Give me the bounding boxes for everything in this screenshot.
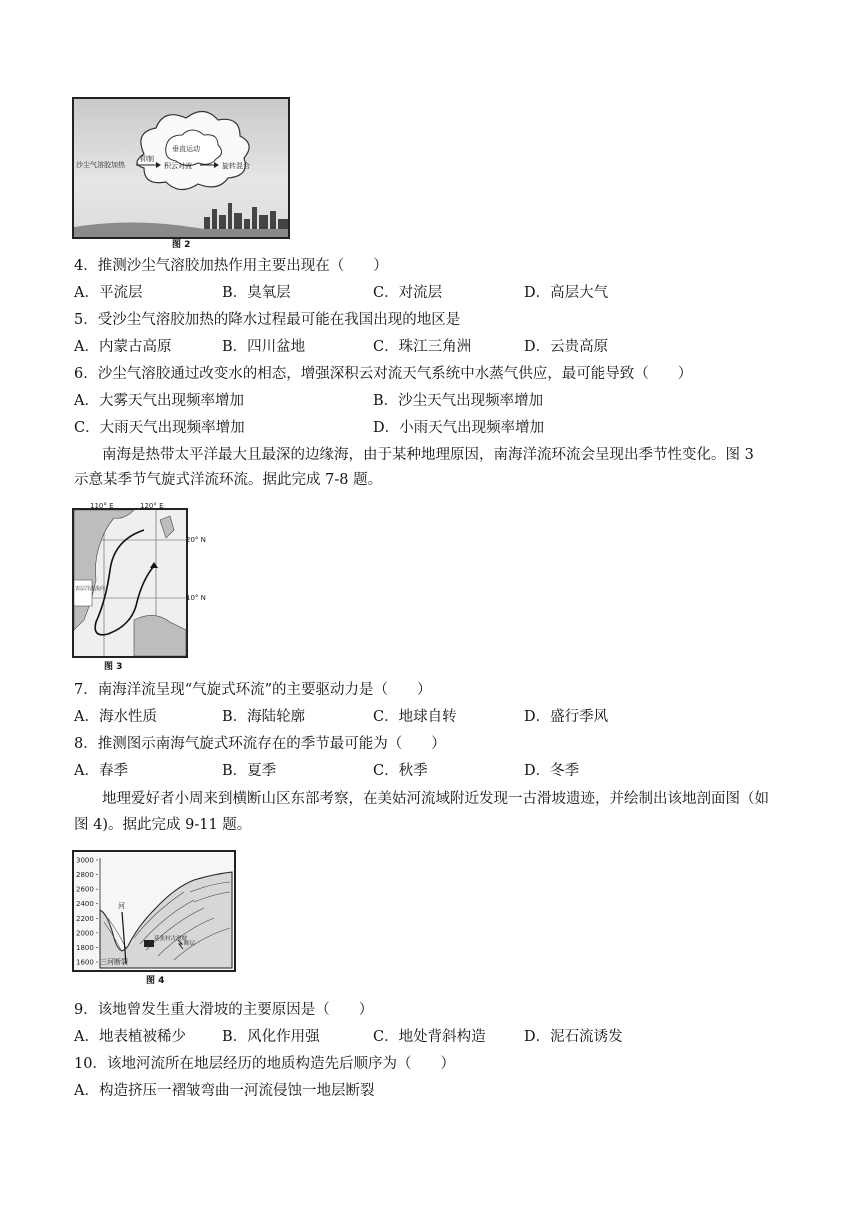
q10-option-a: A．构造挤压一褶皱弯曲一河流侵蚀一地层断裂 [74,1083,375,1099]
figure-2 [72,97,290,239]
q6-option-c: C．大雨天气出现频率增加 [74,420,245,436]
figure-4-caption: 图 4 [146,976,165,986]
fig2-label-left: 沙尘气溶胶加热 [76,161,125,169]
y-tick-label: 2200 [76,914,94,923]
q4-option-a: A．平流层 [74,285,143,301]
passage-3-line-1: 地理爱好者小周来到横断山区东部考察，在美姑河流域附近发现一古滑坡遗迹，并绘制出该地剖面图（如 [102,791,769,807]
q10-stem: 10．该地河流所在地层经历的地质构造先后顺序为（ ） [74,1056,455,1072]
fig2-label-arrow: 抑制 [140,155,154,163]
y-tick-label: 1600 [76,958,94,967]
figure-2-drawing [74,99,288,237]
figure-4-labels [72,850,232,968]
fig3-legend: 表层洋流流向 [75,586,106,592]
fig3-lon2: 120° E [140,502,164,510]
figure-2-caption: 图 2 [172,240,191,250]
passage-2-line-1: 南海是热带太平洋最大且最深的边缘海，由于某种地理原因，南海洋流环流会呈现出季节性变化。图 3 [102,447,754,463]
fig3-lat1: 20° N [186,536,206,544]
q4-stem: 4．推测沙尘气溶胶加热作用主要出现在（ ） [74,258,388,274]
passage-2-line-2: 示意某季节气旋式洋流环流。据此完成 7-8 题。 [74,472,383,488]
fig4-legend-2: 断层 [184,941,196,947]
y-tick-label: 1800 [76,943,94,952]
q9-stem: 9．该地曾发生重大滑坡的主要原因是（ ） [74,1002,374,1018]
q9-option-b: B．风化作用强 [222,1029,320,1045]
fig3-lat2: 10° N [186,594,206,602]
q8-option-d: D．冬季 [524,763,580,779]
fig3-lon1: 110° E [90,502,114,510]
q9-option-c: C．地处背斜构造 [373,1029,486,1045]
fig2-label-mid: 积云对流 [164,162,192,170]
fig4-legend-1: 基张村古滑坡 [154,936,188,942]
q8-option-c: C．秋季 [373,763,428,779]
q7-option-d: D．盛行季风 [524,709,609,725]
fig2-label-top: 垂直运动 [172,145,200,153]
q9-option-d: D．泥石流诱发 [524,1029,623,1045]
figure-3-axis-labels [72,500,212,660]
q7-option-a: A．海水性质 [74,709,157,725]
y-tick-label: 2800 [76,871,94,880]
q6-option-a: A．大雾天气出现频率增加 [74,393,244,409]
q4-option-c: C．对流层 [373,285,443,301]
y-tick-label: 2000 [76,929,94,938]
fig2-label-right: 旋转混合 [222,162,250,170]
q8-option-a: A．春季 [74,763,128,779]
passage-3-line-2: 图 4)。据此完成 9-11 题。 [74,817,252,833]
q6-option-d: D．小雨天气出现频率增加 [373,420,545,436]
q6-option-b: B．沙尘天气出现频率增加 [373,393,544,409]
q4-option-b: B．臭氧层 [222,285,291,301]
y-ticks [76,857,98,967]
y-tick-label: 3000 [76,856,94,865]
q8-option-b: B．夏季 [222,763,277,779]
q7-option-b: B．海陆轮廓 [222,709,306,725]
q9-option-a: A．地表植被稀少 [74,1029,186,1045]
q6-stem: 6．沙尘气溶胶通过改变水的相态，增强深积云对流天气系统中水蒸气供应，最可能导致（ ） [74,366,693,382]
q7-option-c: C．地球自转 [373,709,457,725]
q8-stem: 8．推测图示南海气旋式环流存在的季节最可能为（ ） [74,736,446,752]
q5-option-c: C．珠江三角洲 [373,339,472,355]
fig4-river-label: 河 [118,902,125,910]
q5-stem: 5．受沙尘气溶胶加热的降水过程最可能在我国出现的地区是 [74,312,461,328]
q5-option-d: D．云贵高原 [524,339,609,355]
y-tick-label: 2600 [76,885,94,894]
q5-option-b: B．四川盆地 [222,339,306,355]
y-tick-label: 2400 [76,900,94,909]
q7-stem: 7．南海洋流呈现“气旋式环流”的主要驱动力是（ ） [74,682,432,698]
q4-option-d: D．高层大气 [524,285,609,301]
figure-3-caption: 图 3 [104,662,123,672]
fig4-fault-name: 三河断裂 [100,958,128,966]
q5-option-a: A．内蒙古高原 [74,339,172,355]
